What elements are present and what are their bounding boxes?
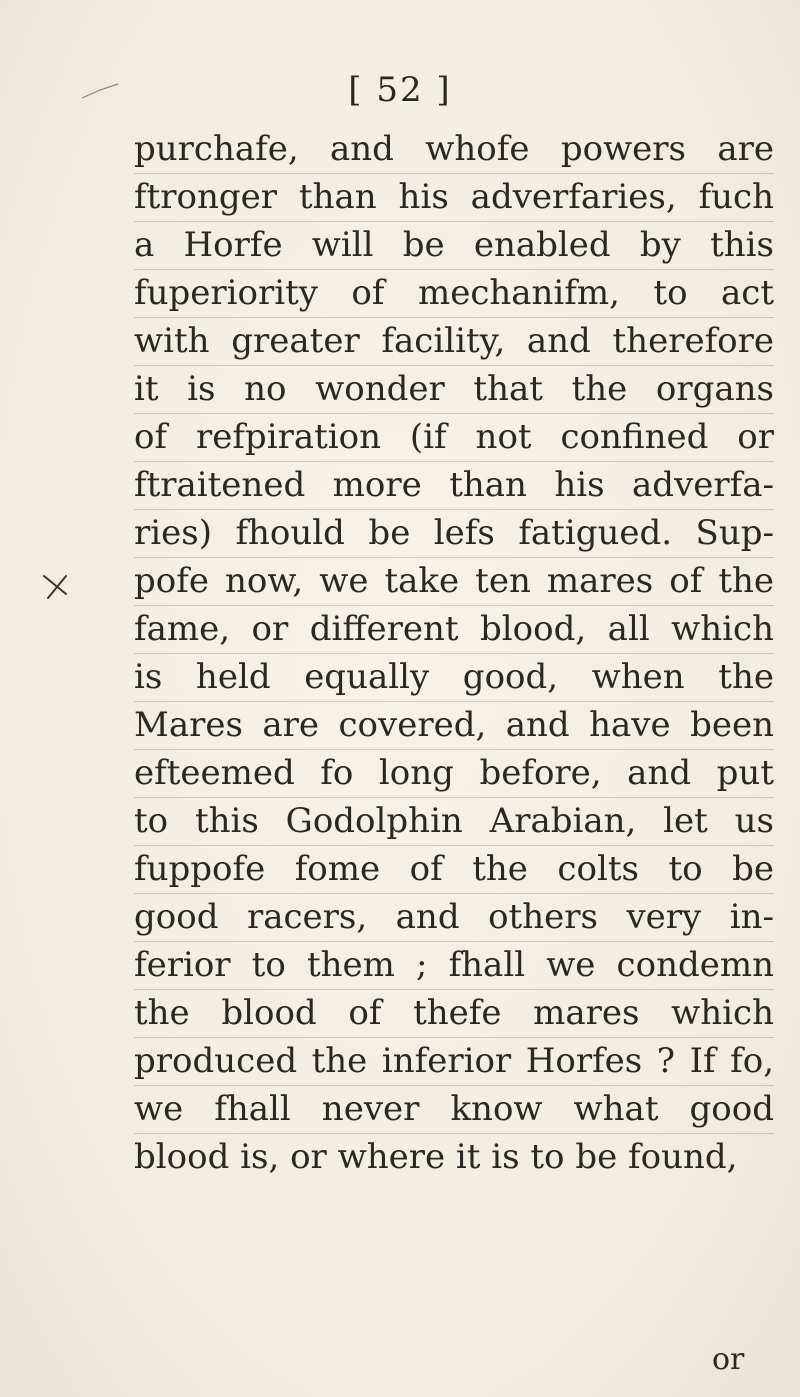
text-line: efteemed fo long before, and put — [134, 750, 774, 798]
text-line: good racers, and others very in- — [134, 894, 774, 942]
margin-cross-mark-icon — [40, 572, 70, 602]
catchword: or — [712, 1342, 745, 1377]
text-line: produced the inferior Horfes ? If fo, — [134, 1038, 774, 1086]
text-line: Mares are covered, and have been — [134, 702, 774, 750]
text-line: fuppofe fome of the colts to be — [134, 846, 774, 894]
text-line: ftraitened more than his adverfa- — [134, 462, 774, 510]
text-line: is held equally good, when the — [134, 654, 774, 702]
text-line: ries) fhould be lefs fatigued. Sup- — [134, 510, 774, 558]
text-line: fuperiority of mechanifm, to act — [134, 270, 774, 318]
text-line: it is no wonder that the organs — [134, 366, 774, 414]
text-line: the blood of thefe mares which — [134, 990, 774, 1038]
text-line: to this Godolphin Arabian, let us — [134, 798, 774, 846]
text-line: with greater facility, and therefore — [134, 318, 774, 366]
text-line: blood is, or where it is to be found, — [134, 1137, 738, 1177]
text-line: we fhall never know what good — [134, 1086, 774, 1134]
text-line: pofe now, we take ten mares of the — [134, 558, 774, 606]
text-line: ftronger than his adverfaries, fuch — [134, 174, 774, 222]
text-line: purchafe, and whofe powers are — [134, 126, 774, 174]
text-line: fame, or different blood, all which — [134, 606, 774, 654]
text-line: a Horfe will be enabled by this — [134, 222, 774, 270]
text-line: of refpiration (if not confined or — [134, 414, 774, 462]
text-line: ferior to them ; fhall we condemn — [134, 942, 774, 990]
body-text — [134, 126, 774, 1181]
page-number: [ 52 ] — [348, 70, 452, 110]
